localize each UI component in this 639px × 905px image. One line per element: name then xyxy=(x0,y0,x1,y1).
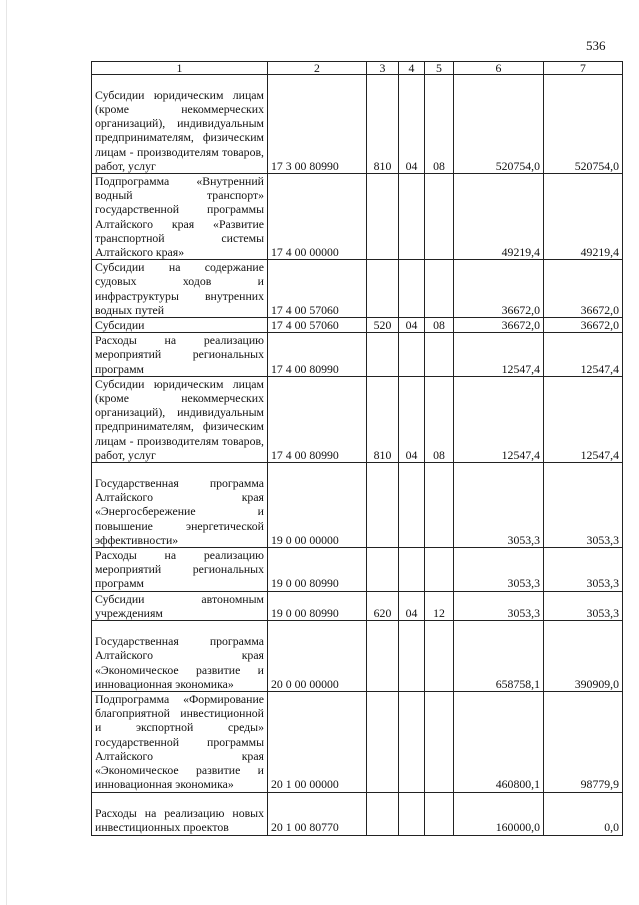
row-code-cell: 17 4 00 00000 xyxy=(268,174,367,260)
row-amount-cell: 520754,0 xyxy=(544,75,623,174)
row-amount-cell: 3053,3 xyxy=(454,463,544,548)
row-code-cell: 19 0 00 80990 xyxy=(268,591,367,620)
row-subsection-cell xyxy=(425,548,454,592)
row-subsection-cell xyxy=(425,792,454,835)
column-header: 4 xyxy=(399,62,425,75)
table-row xyxy=(92,376,623,462)
row-amount-cell: 520754,0 xyxy=(454,75,544,174)
row-code-cell: 17 4 00 57060 xyxy=(268,260,367,318)
row-amount-cell: 3053,3 xyxy=(544,548,623,592)
row-amount-cell: 160000,0 xyxy=(454,792,544,835)
row-type-cell xyxy=(367,621,399,692)
row-name-cell: Подпрограмма «Внутренний водный транспорт» государственной программы Алтайского края «Развитие транспортной системы Алтайского края» xyxy=(92,174,268,260)
row-name-cell: Расходы на реализацию мероприятий региональных программ xyxy=(92,548,268,592)
row-code-cell: 19 0 00 80990 xyxy=(268,548,367,592)
row-section-cell xyxy=(399,333,425,377)
row-section-cell: 04 xyxy=(399,75,425,174)
row-amount-cell: 36672,0 xyxy=(454,318,544,333)
budget-table xyxy=(91,61,623,836)
row-code-cell: 17 4 00 80990 xyxy=(268,333,367,377)
row-section-cell: 04 xyxy=(399,318,425,333)
row-name-cell: Субсидии автономным учреждениям xyxy=(92,591,268,620)
row-name-cell: Государственная программа Алтайского края «Энергосбережение и повышение энергетической эффективности» xyxy=(92,463,268,548)
table-row xyxy=(92,318,623,333)
row-subsection-cell xyxy=(425,333,454,377)
row-section-cell xyxy=(399,792,425,835)
table-row xyxy=(92,260,623,318)
row-section-cell: 04 xyxy=(399,591,425,620)
row-code-cell: 17 4 00 80990 xyxy=(268,376,367,462)
row-code-cell: 20 0 00 00000 xyxy=(268,621,367,692)
row-subsection-cell xyxy=(425,260,454,318)
row-amount-cell: 3053,3 xyxy=(544,463,623,548)
row-amount-cell: 0,0 xyxy=(544,792,623,835)
row-amount-cell: 98779,9 xyxy=(544,692,623,792)
row-section-cell xyxy=(399,260,425,318)
row-section-cell: 04 xyxy=(399,376,425,462)
table-row xyxy=(92,75,623,174)
row-code-cell: 19 0 00 00000 xyxy=(268,463,367,548)
column-header: 5 xyxy=(425,62,454,75)
row-type-cell xyxy=(367,260,399,318)
row-section-cell xyxy=(399,463,425,548)
row-amount-cell: 49219,4 xyxy=(454,174,544,260)
table-row xyxy=(92,792,623,835)
table-row xyxy=(92,591,623,620)
row-name-cell: Субсидии xyxy=(92,318,268,333)
row-amount-cell: 36672,0 xyxy=(454,260,544,318)
row-type-cell: 520 xyxy=(367,318,399,333)
row-type-cell: 620 xyxy=(367,591,399,620)
row-amount-cell: 658758,1 xyxy=(454,621,544,692)
row-subsection-cell xyxy=(425,621,454,692)
column-header: 6 xyxy=(454,62,544,75)
table-row xyxy=(92,333,623,377)
row-type-cell xyxy=(367,548,399,592)
row-name-cell: Государственная программа Алтайского края «Экономическое развитие и инновационная экономика» xyxy=(92,621,268,692)
column-header: 1 xyxy=(92,62,268,75)
row-subsection-cell: 08 xyxy=(425,75,454,174)
column-header: 2 xyxy=(268,62,367,75)
row-subsection-cell xyxy=(425,692,454,792)
column-header: 7 xyxy=(544,62,623,75)
row-code-cell: 17 4 00 57060 xyxy=(268,318,367,333)
row-type-cell xyxy=(367,692,399,792)
row-amount-cell: 3053,3 xyxy=(454,591,544,620)
row-subsection-cell xyxy=(425,463,454,548)
table-row xyxy=(92,463,623,548)
table-row xyxy=(92,174,623,260)
row-section-cell xyxy=(399,174,425,260)
row-code-cell: 17 3 00 80990 xyxy=(268,75,367,174)
row-subsection-cell: 08 xyxy=(425,376,454,462)
row-name-cell: Субсидии юридическим лицам (кроме некоммерческих организаций), индивидуальным предпринимателям, физическим лицам - производителям товаров, работ, услуг xyxy=(92,376,268,462)
row-amount-cell: 3053,3 xyxy=(544,591,623,620)
row-amount-cell: 36672,0 xyxy=(544,318,623,333)
row-type-cell xyxy=(367,463,399,548)
scan-edge xyxy=(6,0,7,905)
row-code-cell: 20 1 00 80770 xyxy=(268,792,367,835)
row-subsection-cell xyxy=(425,174,454,260)
row-amount-cell: 12547,4 xyxy=(454,333,544,377)
row-name-cell: Расходы на реализацию мероприятий региональных программ xyxy=(92,333,268,377)
row-type-cell xyxy=(367,174,399,260)
column-header: 3 xyxy=(367,62,399,75)
row-type-cell: 810 xyxy=(367,376,399,462)
row-amount-cell: 460800,1 xyxy=(454,692,544,792)
page-number: 536 xyxy=(586,38,606,53)
row-amount-cell: 3053,3 xyxy=(454,548,544,592)
row-name-cell: Субсидии на содержание судовых ходов и инфраструктуры внутренних водных путей xyxy=(92,260,268,318)
row-type-cell xyxy=(367,792,399,835)
table-row xyxy=(92,548,623,592)
row-amount-cell: 12547,4 xyxy=(544,376,623,462)
row-amount-cell: 12547,4 xyxy=(544,333,623,377)
row-code-cell: 20 1 00 00000 xyxy=(268,692,367,792)
row-name-cell: Субсидии юридическим лицам (кроме некоммерческих организаций), индивидуальным предпринимателям, физическим лицам - производителям товаров, работ, услуг xyxy=(92,75,268,174)
row-name-cell: Подпрограмма «Формирование благоприятной инвестиционной и экспортной среды» государственной программы Алтайского края «Экономическое развитие и инновационная экономика» xyxy=(92,692,268,792)
table-row xyxy=(92,621,623,692)
row-amount-cell: 49219,4 xyxy=(544,174,623,260)
row-amount-cell: 390909,0 xyxy=(544,621,623,692)
row-section-cell xyxy=(399,621,425,692)
row-section-cell xyxy=(399,692,425,792)
row-amount-cell: 12547,4 xyxy=(454,376,544,462)
row-type-cell xyxy=(367,333,399,377)
table-row xyxy=(92,692,623,792)
row-subsection-cell: 08 xyxy=(425,318,454,333)
header-row xyxy=(92,62,623,75)
row-type-cell: 810 xyxy=(367,75,399,174)
row-amount-cell: 36672,0 xyxy=(544,260,623,318)
row-section-cell xyxy=(399,548,425,592)
row-subsection-cell: 12 xyxy=(425,591,454,620)
row-name-cell: Расходы на реализацию новых инвестиционных проектов xyxy=(92,792,268,835)
